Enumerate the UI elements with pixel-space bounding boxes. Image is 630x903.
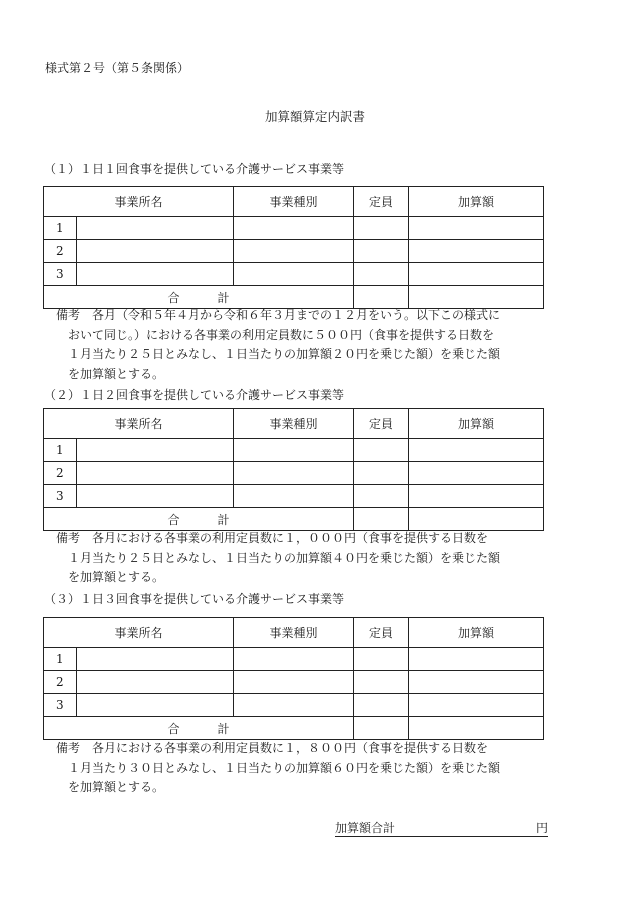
row-number: 3 [44, 485, 77, 508]
header-addition-amount: 加算額 [409, 618, 544, 648]
office-name-cell[interactable] [77, 694, 234, 717]
office-name-cell[interactable] [77, 240, 234, 263]
header-capacity: 定員 [354, 409, 409, 439]
total-label: 合計 [44, 286, 354, 309]
header-office-name: 事業所名 [44, 618, 234, 648]
amount-cell[interactable] [409, 240, 544, 263]
header-addition-amount: 加算額 [409, 409, 544, 439]
amount-cell[interactable] [409, 462, 544, 485]
total-amount-cell[interactable] [409, 717, 544, 740]
total-label: 合計 [44, 508, 354, 531]
section-3-table [43, 617, 544, 740]
note-continuation: １月当たり２５日とみなし、１日当たりの加算額４０円を乗じた額）を乗じた額 を加算額とする。 [68, 550, 501, 584]
capacity-cell[interactable] [354, 485, 409, 508]
header-business-type: 事業種別 [234, 187, 354, 217]
section-3-heading: （３）１日３回食事を提供している介護サービス事業等 [44, 592, 345, 606]
header-business-type: 事業種別 [234, 409, 354, 439]
office-name-cell[interactable] [77, 671, 234, 694]
note-line: 備考 各月（令和５年４月から令和６年３月までの１２月をいう。以下この様式に [56, 308, 501, 322]
capacity-cell[interactable] [354, 263, 409, 286]
grand-total-line[interactable] [335, 822, 548, 837]
total-capacity-cell[interactable] [354, 717, 409, 740]
note-line: 備考 各月における各事業の利用定員数に１，０００円（食事を提供する日数を [56, 531, 489, 545]
form-number: 様式第２号（第５条関係） [45, 61, 190, 75]
office-name-cell[interactable] [77, 485, 234, 508]
total-row [44, 508, 544, 531]
business-type-cell[interactable] [234, 485, 354, 508]
amount-cell[interactable] [409, 263, 544, 286]
table-row [44, 217, 544, 240]
document-title: 加算額算定内訳書 [264, 109, 365, 124]
office-name-cell[interactable] [77, 439, 234, 462]
row-number: 2 [44, 240, 77, 263]
total-row [44, 717, 544, 740]
header-office-name: 事業所名 [44, 409, 234, 439]
capacity-cell[interactable] [354, 439, 409, 462]
amount-cell[interactable] [409, 694, 544, 717]
office-name-cell[interactable] [77, 263, 234, 286]
table-row [44, 240, 544, 263]
business-type-cell[interactable] [234, 263, 354, 286]
section-1-table [43, 186, 544, 309]
section-1-note [56, 306, 556, 384]
grand-total-unit: 円 [535, 821, 548, 835]
row-number: 3 [44, 694, 77, 717]
row-number: 1 [44, 648, 77, 671]
section-2-table [43, 408, 544, 531]
table-row [44, 462, 544, 485]
table-row [44, 439, 544, 462]
section-3-note [56, 739, 556, 798]
row-number: 1 [44, 217, 77, 240]
capacity-cell[interactable] [354, 462, 409, 485]
note-continuation: おいて同じ。）における各事業の利用定員数に５００円（食事を提供する日数を １月当たり２５日とみなし、１日当たりの加算額２０円を乗じた額）を乗じた額 を加算額とする。 [68, 327, 501, 381]
section-1-heading: （１）１日１回食事を提供している介護サービス事業等 [44, 162, 345, 176]
row-number: 1 [44, 439, 77, 462]
amount-cell[interactable] [409, 648, 544, 671]
table-row [44, 485, 544, 508]
business-type-cell[interactable] [234, 240, 354, 263]
header-office-name: 事業所名 [44, 187, 234, 217]
capacity-cell[interactable] [354, 671, 409, 694]
header-business-type: 事業種別 [234, 618, 354, 648]
business-type-cell[interactable] [234, 671, 354, 694]
table-row [44, 671, 544, 694]
capacity-cell[interactable] [354, 217, 409, 240]
section-2-note [56, 529, 556, 588]
amount-cell[interactable] [409, 439, 544, 462]
table-row [44, 694, 544, 717]
business-type-cell[interactable] [234, 439, 354, 462]
business-type-cell[interactable] [234, 217, 354, 240]
note-line: 備考 各月における各事業の利用定員数に１，８００円（食事を提供する日数を [56, 741, 489, 755]
grand-total-label: 加算額合計 [335, 821, 396, 835]
table-row [44, 263, 544, 286]
amount-cell[interactable] [409, 671, 544, 694]
header-capacity: 定員 [354, 618, 409, 648]
capacity-cell[interactable] [354, 694, 409, 717]
header-addition-amount: 加算額 [409, 187, 544, 217]
total-amount-cell[interactable] [409, 508, 544, 531]
capacity-cell[interactable] [354, 240, 409, 263]
row-number: 2 [44, 671, 77, 694]
amount-cell[interactable] [409, 217, 544, 240]
table-row [44, 648, 544, 671]
note-continuation: １月当たり３０日とみなし、１日当たりの加算額６０円を乗じた額）を乗じた額 を加算額とする。 [68, 760, 501, 794]
row-number: 3 [44, 263, 77, 286]
office-name-cell[interactable] [77, 462, 234, 485]
total-label: 合計 [44, 717, 354, 740]
business-type-cell[interactable] [234, 462, 354, 485]
row-number: 2 [44, 462, 77, 485]
business-type-cell[interactable] [234, 648, 354, 671]
business-type-cell[interactable] [234, 694, 354, 717]
section-2-heading: （２）１日２回食事を提供している介護サービス事業等 [44, 388, 345, 402]
amount-cell[interactable] [409, 485, 544, 508]
header-capacity: 定員 [354, 187, 409, 217]
office-name-cell[interactable] [77, 217, 234, 240]
office-name-cell[interactable] [77, 648, 234, 671]
total-capacity-cell[interactable] [354, 508, 409, 531]
capacity-cell[interactable] [354, 648, 409, 671]
